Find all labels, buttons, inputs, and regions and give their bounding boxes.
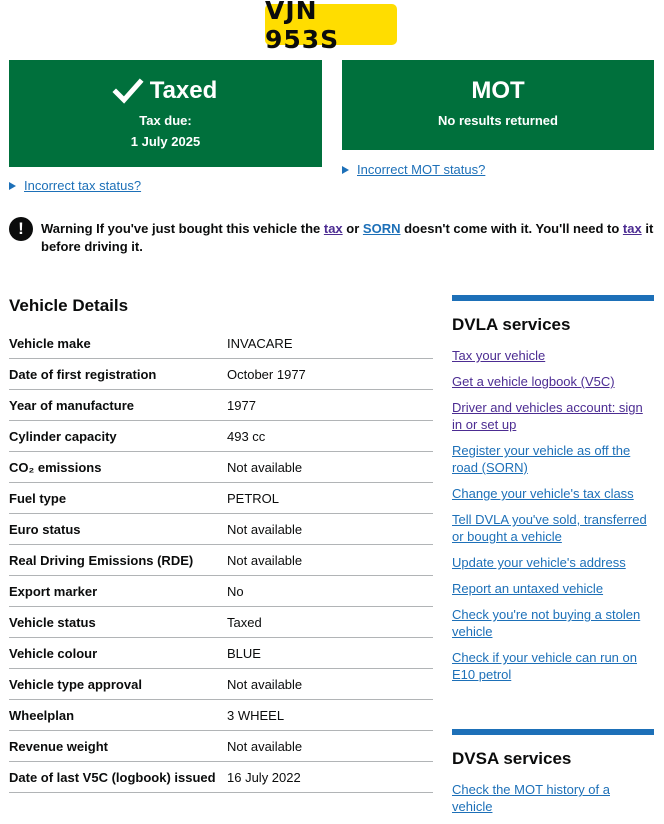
- incorrect-mot-status-link[interactable]: Incorrect MOT status?: [342, 162, 485, 177]
- detail-label: Date of first registration: [9, 366, 157, 382]
- table-row: [9, 514, 433, 545]
- detail-value: INVACARE: [227, 335, 293, 351]
- table-row: [9, 483, 433, 514]
- detail-value: Not available: [227, 459, 303, 475]
- service-link[interactable]: Report an untaxed vehicle: [452, 581, 604, 596]
- detail-label: Fuel type: [9, 490, 67, 506]
- table-row: [9, 576, 433, 607]
- tax-status-panel: [9, 60, 322, 167]
- detail-label: Euro status: [9, 521, 81, 537]
- service-link[interactable]: Tax your vehicle: [452, 348, 546, 363]
- service-link[interactable]: Update your vehicle's address: [452, 555, 626, 570]
- tax-due-date: 1 July 2025: [130, 134, 201, 149]
- registration-plate: VJN 953S: [265, 4, 397, 45]
- service-link[interactable]: Register your vehicle as off the road (SORN): [452, 443, 631, 475]
- table-row: [9, 700, 433, 731]
- table-row: [9, 452, 433, 483]
- service-link[interactable]: Check if your vehicle can run on E10 petrol: [452, 650, 637, 682]
- detail-label: Vehicle status: [9, 614, 96, 630]
- tax-due-label: Tax due:: [139, 113, 192, 128]
- table-row: [9, 545, 433, 576]
- warning-icon: !: [9, 217, 33, 241]
- table-row: [9, 762, 433, 793]
- detail-value: Taxed: [227, 614, 262, 630]
- service-link[interactable]: Change your vehicle's tax class: [452, 486, 634, 501]
- detail-value: PETROL: [227, 490, 280, 506]
- check-icon: [114, 79, 142, 103]
- triangle-right-icon: [342, 166, 349, 174]
- service-link[interactable]: Get a vehicle logbook (V5C): [452, 374, 615, 389]
- detail-value: 1977: [227, 397, 256, 413]
- tax-status-title: Taxed: [149, 77, 218, 104]
- table-row: [9, 390, 433, 421]
- section-bar: [452, 729, 654, 735]
- incorrect-tax-status-link[interactable]: Incorrect tax status?: [9, 178, 141, 193]
- detail-value: Not available: [227, 676, 303, 692]
- detail-label: CO₂ emissions: [9, 459, 102, 475]
- tax-link[interactable]: tax: [622, 221, 642, 236]
- triangle-right-icon: [9, 182, 16, 190]
- detail-label: Revenue weight: [9, 738, 108, 754]
- detail-label: Vehicle colour: [9, 645, 98, 661]
- detail-value: 493 cc: [227, 428, 266, 444]
- detail-label: Cylinder capacity: [9, 428, 117, 444]
- detail-value: 16 July 2022: [227, 769, 301, 785]
- detail-value: Not available: [227, 521, 303, 537]
- table-row: [9, 638, 433, 669]
- detail-label: Real Driving Emissions (RDE): [9, 552, 194, 568]
- detail-label: Year of manufacture: [9, 397, 134, 413]
- service-link[interactable]: Check the MOT history of a vehicle: [452, 782, 610, 814]
- detail-value: Not available: [227, 738, 303, 754]
- service-link[interactable]: Driver and vehicles account: sign in or set up: [452, 400, 643, 432]
- mot-status-panel: [342, 60, 654, 150]
- warning-notice: ! Warning If you've just bought this vehicle the tax or SORN doesn't come with it. You'll need to tax it before driving it.: [9, 217, 654, 256]
- service-link[interactable]: Check you're not buying a stolen vehicle: [452, 607, 641, 639]
- table-row: [9, 731, 433, 762]
- detail-value: 3 WHEEL: [227, 707, 285, 723]
- dvsa-services-title: DVSA services: [452, 749, 572, 768]
- table-row: [9, 607, 433, 638]
- detail-label: Date of last V5C (logbook) issued: [9, 769, 216, 785]
- dvla-services-panel: [452, 295, 654, 692]
- service-link[interactable]: Tell DVLA you've sold, transferred or bought a vehicle: [452, 512, 647, 544]
- detail-value: Not available: [227, 552, 303, 568]
- mot-status-title: MOT: [471, 77, 525, 104]
- dvla-services-title: DVLA services: [452, 315, 571, 334]
- mot-status-text: No results returned: [438, 113, 558, 128]
- section-bar: [452, 295, 654, 301]
- detail-value: BLUE: [227, 645, 261, 661]
- detail-value: No: [227, 583, 244, 599]
- detail-label: Vehicle type approval: [9, 676, 142, 692]
- tax-link[interactable]: tax: [323, 221, 343, 236]
- detail-label: Wheelplan: [9, 707, 75, 723]
- table-row: [9, 359, 433, 390]
- detail-label: Vehicle make: [9, 335, 91, 351]
- table-row: [9, 669, 433, 700]
- vehicle-details-table: [9, 328, 433, 793]
- vehicle-details-title: Vehicle Details: [9, 296, 129, 315]
- sorn-link[interactable]: SORN: [362, 221, 401, 236]
- table-row: [9, 328, 433, 359]
- detail-value: October 1977: [227, 366, 306, 382]
- table-row: [9, 421, 433, 452]
- detail-label: Export marker: [9, 583, 98, 599]
- dvsa-services-panel: [452, 729, 654, 824]
